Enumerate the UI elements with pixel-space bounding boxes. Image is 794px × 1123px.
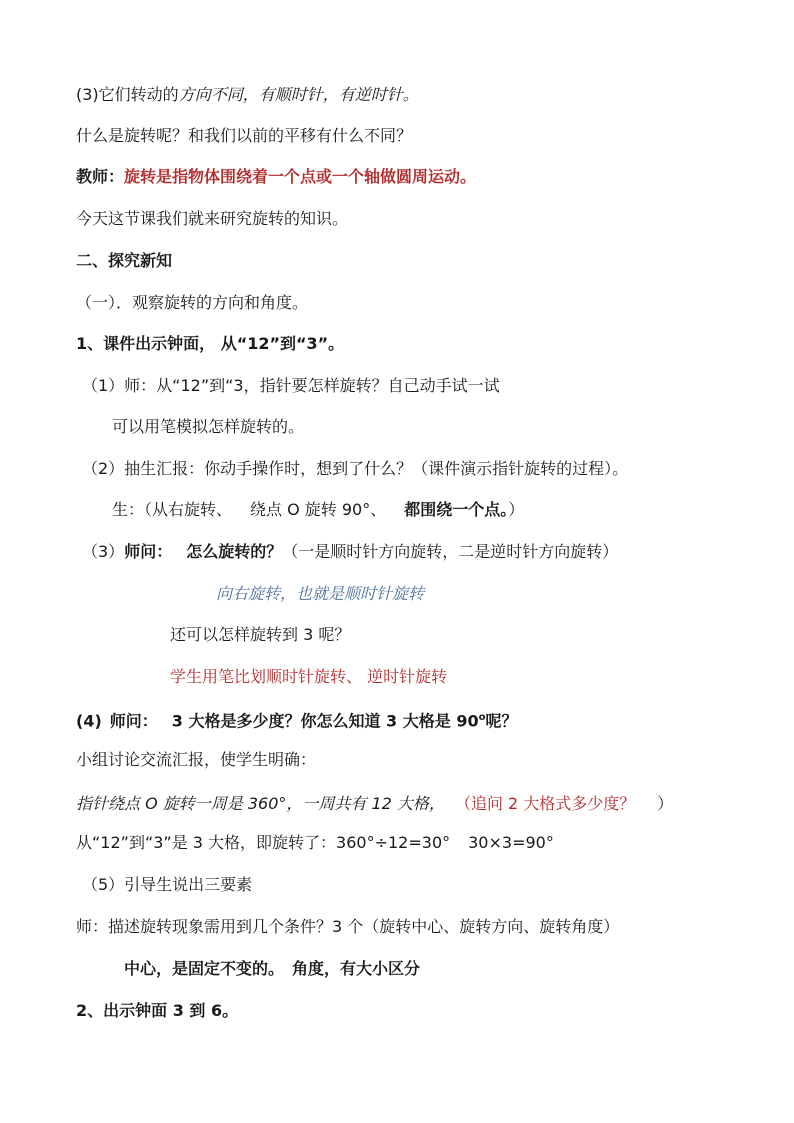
answer-close: ）: [508, 500, 525, 519]
item-number: (3): [76, 85, 99, 104]
italic-text: 指针绕点 O 旋转一周是 360°，一周共有 12 大格，: [76, 794, 445, 813]
summary-line: [124, 958, 420, 980]
question-text: 3 大格是多少度？你怎么知道 3 大格是 90: [171, 711, 479, 731]
teacher-line: 师：描述旋转现象需用到几个条件？3 个（旋转中心、旋转方向、旋转角度）: [76, 917, 620, 936]
teacher-definition: [76, 166, 476, 188]
definition-text: 旋转是指物体围绕着一个点或一个轴做圆周运动。: [124, 167, 477, 186]
follow-up-question: 还可以怎样旋转到 3 呢？: [170, 625, 351, 644]
intro-line: 今天这节课我们就来研究旋转的知识。: [76, 209, 349, 228]
question-1: （1）师：从“12”到“3，指针要怎样旋转？自己动手试一试: [82, 376, 500, 395]
answer-text: （一是顺时针方向旋转，二是逆时针方向旋转）: [282, 542, 619, 561]
section-heading: 二、探究新知: [76, 251, 173, 270]
discussion-line: 小组讨论交流汇报，使学生明确：: [76, 750, 317, 769]
question-3: [82, 541, 618, 563]
answer-part: 生：（从右旋转、: [112, 500, 233, 519]
teacher-asks: 师问：: [124, 542, 173, 561]
item-1-heading: 1、课件出示钟面， 从“12”到“3”。: [76, 334, 345, 353]
rotation-explanation: [76, 793, 673, 815]
degree-mark: o: [478, 712, 486, 723]
calculation-line: [76, 832, 554, 854]
blue-note: 向右旋转，也就是顺时针旋转: [216, 584, 425, 603]
question-4: [76, 707, 518, 732]
answer-part: 绕点 O 旋转 90°、: [250, 500, 387, 519]
subsection-heading: （一）．观察旋转的方向和角度。: [76, 293, 309, 312]
emphasis-text: 方向不同，有顺时针，有逆时针。: [178, 85, 419, 104]
red-note: 学生用笔比划顺时针旋转、 逆时针旋转: [170, 667, 448, 686]
line-direction: [76, 84, 419, 106]
question-1-continued: 可以用笔模拟怎样旋转的。: [112, 417, 305, 436]
answer-bold: 都围绕一个点。: [404, 500, 509, 519]
teacher-label: 教师：: [76, 167, 125, 186]
summary-center: 中心，是固定不变的。: [124, 959, 285, 978]
calc-result: 30×3=90°: [468, 833, 554, 852]
question-5: （5）引导生说出三要素: [82, 875, 253, 894]
item-2-heading: 2、出示钟面 3 到 6。: [76, 1001, 239, 1020]
teacher-asks: 师问：: [109, 711, 158, 731]
question-bold: 怎么旋转的？: [186, 542, 283, 561]
paren-close: ）: [657, 794, 674, 813]
text: 它们转动的: [98, 85, 179, 104]
summary-angle: 角度，有大小区分: [292, 959, 421, 978]
calc-text: 从“12”到“3”是 3 大格，即旋转了：360°÷12=30°: [76, 833, 451, 852]
question-end: 呢？: [485, 711, 518, 731]
item-number: （3）: [82, 542, 125, 561]
follow-up-red: （追问 2 大格式多少度？: [454, 794, 636, 813]
question-2: （2）抽生汇报：你动手操作时，想到了什么？（课件演示指针旋转的过程）。: [82, 459, 629, 478]
question-line: 什么是旋转呢？和我们以前的平移有什么不同？: [76, 126, 413, 145]
item-number: (4): [76, 711, 102, 731]
student-answer: [112, 499, 524, 521]
